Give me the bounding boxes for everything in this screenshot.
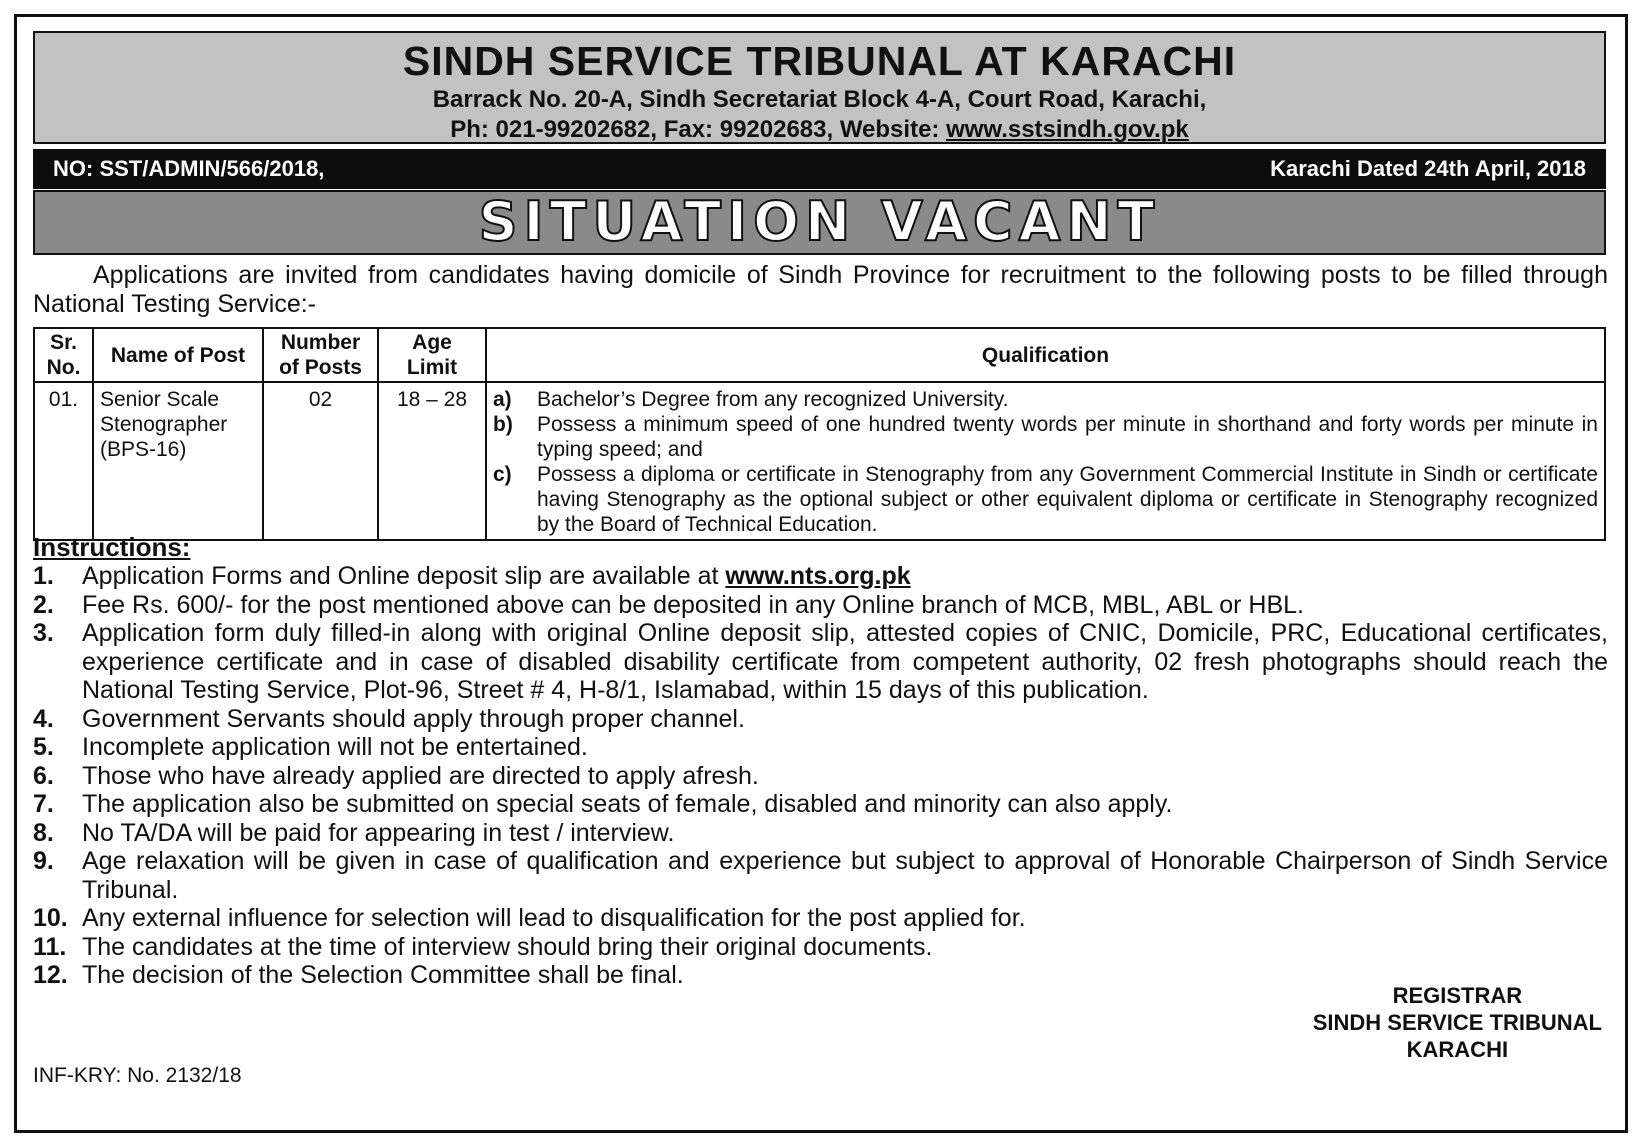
cell-post-name <box>93 382 263 540</box>
nts-website-link[interactable]: www.nts.org.pk <box>725 562 911 590</box>
signature-title: REGISTRAR <box>1392 983 1523 1008</box>
list-item-text: Fee Rs. 600/- for the post mentioned above can be deposited in any Online branch of MCB, MBL, ABL or HBL. <box>82 590 1304 619</box>
list-item-number: 6. <box>33 761 54 790</box>
qualification-letter: c) <box>493 463 512 486</box>
header-sr-line2: No. <box>46 356 81 379</box>
instructions-heading: Instructions: <box>33 532 191 562</box>
list-item <box>33 904 1608 933</box>
list-item-number: 10. <box>33 904 68 932</box>
cell-sr-no: 01. <box>34 382 93 540</box>
list-item-text: Application form duly filled-in along with original Online deposit slip, attested copies of CNIC, Domicile, PRC, Educational certificates, experience certificate and in case of disabled disability certificate from competent authority, 02 fresh photographs should reach the National Testing Service, Plot-96, Street # 4, H-8/1, Islamabad, within 15 days of this publication. <box>82 619 1608 704</box>
list-item <box>33 562 1608 591</box>
list-item-text: The candidates at the time of interview should bring their original documents. <box>82 932 933 961</box>
post-name-line3: (BPS-16) <box>100 438 187 461</box>
list-item-text: Those who have already applied are directed to apply afresh. <box>82 761 759 790</box>
list-item-number: 9. <box>33 847 54 875</box>
signature-city: KARACHI <box>1406 1037 1509 1062</box>
header-website-link[interactable]: www.sstsindh.gov.pk <box>946 116 1189 143</box>
post-name-line2: Stenographer <box>100 413 228 436</box>
posts-table <box>33 327 1606 541</box>
list-item-text-prefix: Application Forms and Online deposit slip are available at <box>82 562 726 590</box>
footer-reference-code: INF-KRY: No. 2132/18 <box>33 1064 242 1087</box>
list-item-number: 1. <box>33 562 54 590</box>
list-item-text: Incomplete application will not be entertained. <box>82 733 588 761</box>
list-item-number: 5. <box>33 733 54 761</box>
list-item-text: Government Servants should apply through proper channel. <box>82 704 745 733</box>
qualification-text: Possess a diploma or certificate in Stenography from any Government Commercial Institute in Sindh or certificate having Stenography as the optional subject or other equivalent diploma or certificate in Stenography recognized by the Board of Technical Education. <box>537 463 1598 536</box>
list-item-number: 3. <box>33 619 54 647</box>
qualification-text: Possess a minimum speed of one hundred twenty words per minute in shorthand and forty words per minute in typing speed; and <box>537 413 1598 461</box>
header-number-line2: of Posts <box>279 356 362 379</box>
cell-number-of-posts: 02 <box>263 382 378 540</box>
list-item <box>33 790 1608 819</box>
header-box <box>33 31 1606 144</box>
qualification-item <box>493 412 1598 462</box>
list-item-text: No TA/DA will be paid for appearing in test / interview. <box>82 818 675 847</box>
table-row <box>34 382 1605 540</box>
table-header-row <box>34 328 1605 382</box>
list-item-number: 7. <box>33 790 54 818</box>
header-name-of-post: Name of Post <box>93 328 263 382</box>
situation-vacant-banner <box>33 190 1606 255</box>
reference-date: Karachi Dated 24th April, 2018 <box>1270 156 1586 181</box>
signature-block <box>1313 982 1602 1063</box>
list-item-text: The application also be submitted on special seats of female, disabled and minority can also apply. <box>82 790 1173 818</box>
qualification-text: Bachelor’s Degree from any recognized University. <box>537 388 1009 411</box>
header-age-line2: Limit <box>406 356 458 379</box>
list-item-text: The decision of the Selection Committee shall be final. <box>82 961 684 989</box>
qualification-letter: b) <box>493 413 513 436</box>
header-title: SINDH SERVICE TRIBUNAL AT KARACHI <box>402 38 1237 84</box>
qualification-letter: a) <box>493 388 512 411</box>
list-item-text: Age relaxation will be given in case of qualification and experience but subject to approval of Honorable Chairperson of Sindh Service Tribunal. <box>82 847 1608 904</box>
signature-office: SINDH SERVICE TRIBUNAL <box>1312 1010 1602 1035</box>
list-item-number: 12. <box>33 961 68 989</box>
post-name-line1: Senior Scale <box>100 388 220 411</box>
list-item <box>33 705 1608 734</box>
header-sr-line1: Sr. <box>50 331 77 354</box>
instructions-list <box>33 562 1608 990</box>
intro-text: Applications are invited from candidates having domicile of Sindh Province for recruitment to the following posts to be filled through National Testing Service:- <box>33 261 1608 318</box>
header-contact-text: Ph: 021-99202682, Fax: 99202683, Website: <box>450 116 947 143</box>
header-age-line1: Age <box>412 331 452 354</box>
list-item <box>33 762 1608 791</box>
intro-paragraph <box>33 261 1608 319</box>
list-item <box>33 819 1608 848</box>
cell-age-limit: 18 – 28 <box>378 382 486 540</box>
list-item-number: 11. <box>33 932 67 961</box>
list-item-number: 4. <box>33 704 54 733</box>
reference-number: NO: SST/ADMIN/566/2018, <box>53 156 325 181</box>
header-contact <box>35 115 1604 145</box>
list-item <box>33 733 1608 762</box>
list-item <box>33 619 1608 705</box>
list-item <box>33 591 1608 620</box>
header-address: Barrack No. 20-A, Sindh Secretariat Block 4-A, Court Road, Karachi, <box>432 86 1207 113</box>
header-number-of-posts <box>263 328 378 382</box>
reference-bar <box>33 149 1606 189</box>
header-qualification: Qualification <box>486 328 1605 382</box>
list-item-number: 2. <box>33 590 54 619</box>
list-item <box>33 933 1608 962</box>
header-number-line1: Number <box>280 331 361 354</box>
list-item-text <box>82 562 1608 591</box>
header-age-limit <box>378 328 486 382</box>
list-item <box>33 847 1608 904</box>
list-item-text: Any external influence for selection will lead to disqualification for the post applied for. <box>82 904 1026 932</box>
header-sr-no <box>34 328 93 382</box>
banner-title: SITUATION VACANT <box>478 190 1161 253</box>
qualification-item <box>493 387 1598 412</box>
list-item-number: 8. <box>33 818 54 847</box>
cell-qualification <box>486 382 1605 540</box>
qualification-item <box>493 462 1598 537</box>
